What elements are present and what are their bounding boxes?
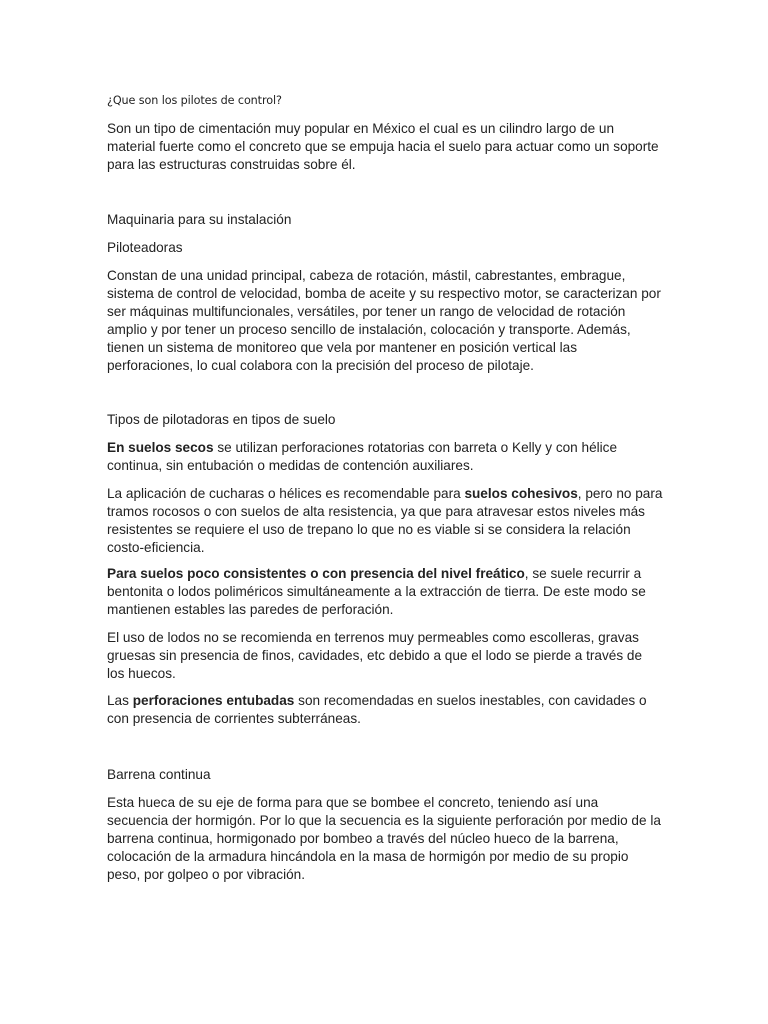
loose-soils-paragraph xyxy=(107,565,663,619)
cased-drilling-bold: perforaciones entubadas xyxy=(132,693,295,708)
cohesive-soils-before: La aplicación de cucharas o hélices es recomendable para xyxy=(107,486,465,501)
dry-soils-text: se utilizan perforaciones rotatorias con barreta o Kelly y con hélice continua, sin entubación o medidas de contención auxiliares. xyxy=(107,440,618,473)
intro-paragraph: Son un tipo de cimentación muy popular en México el cual es un cilindro largo de un material fuerte como el concreto que se empuja hacia el suelo para actuar como un soporte para las estructuras construidas sobre él. xyxy=(107,121,659,172)
cased-drilling-before: Las xyxy=(107,693,133,708)
continuous-auger-paragraph: Esta hueca de su eje de forma para que se bombee el concreto, teniendo así una secuencia der hormigón. Por lo que la secuencia es la siguiente perforación por medio de la barrena continua, hormigonado por bombeo a través del núcleo hueco de la barrena, colocación de la armadura hincándola en la masa de hormigón por medio de su propio peso, por golpeo o por vibración. xyxy=(107,795,661,882)
piloteadoras-subheading: Piloteadoras xyxy=(107,240,183,255)
cohesive-soils-bold: suelos cohesivos xyxy=(464,486,578,501)
cohesive-soils-paragraph xyxy=(107,485,663,557)
cohesive-soils-after: , pero no para tramos rocosos o con suelos de alta resistencia, ya que para atravesar estos niveles más resistentes se requiere el uso de trepano lo que no es viable si se considera la relación costo-eficiencia. xyxy=(107,486,663,555)
soil-types-heading: Tipos de pilotadoras en tipos de suelo xyxy=(107,412,336,427)
continuous-auger-heading: Barrena continua xyxy=(107,767,211,782)
cased-drilling-after: son recomendadas en suelos inestables, con cavidades o con presencia de corrientes subterráneas. xyxy=(107,693,647,726)
loose-soils-bold: Para suelos poco consistentes o con presencia del nivel freático xyxy=(107,566,525,581)
machinery-heading: Maquinaria para su instalación xyxy=(107,212,292,227)
piloteadoras-paragraph: Constan de una unidad principal, cabeza de rotación, mástil, cabrestantes, embrague, sistema de control de velocidad, bomba de aceite y su respectivo motor, se caracterizan por ser máquinas multifuncionales, versátiles, por tener un rango de velocidad de rotación amplio y por tener un proceso sencillo de instalación, colocación y transporte. Además, tienen un sistema de monitoreo que vela por mantener en posición vertical las perforaciones, lo cual colabora con la precisión del proceso de pilotaje. xyxy=(107,268,661,373)
muds-paragraph: El uso de lodos no se recomienda en terrenos muy permeables como escolleras, gravas gruesas sin presencia de finos, cavidades, etc debido a que el lodo se pierde a través de los huecos. xyxy=(107,630,643,681)
cased-drilling-paragraph xyxy=(107,692,663,728)
dry-soils-paragraph xyxy=(107,439,663,475)
loose-soils-text: , se suele recurrir a bentonita o lodos poliméricos simultáneamente a la extracción de tierra. De este modo se mantienen estables las paredes de perforación. xyxy=(107,566,646,617)
dry-soils-bold: En suelos secos xyxy=(107,440,214,455)
document-title: ¿Que son los pilotes de control? xyxy=(107,94,282,107)
